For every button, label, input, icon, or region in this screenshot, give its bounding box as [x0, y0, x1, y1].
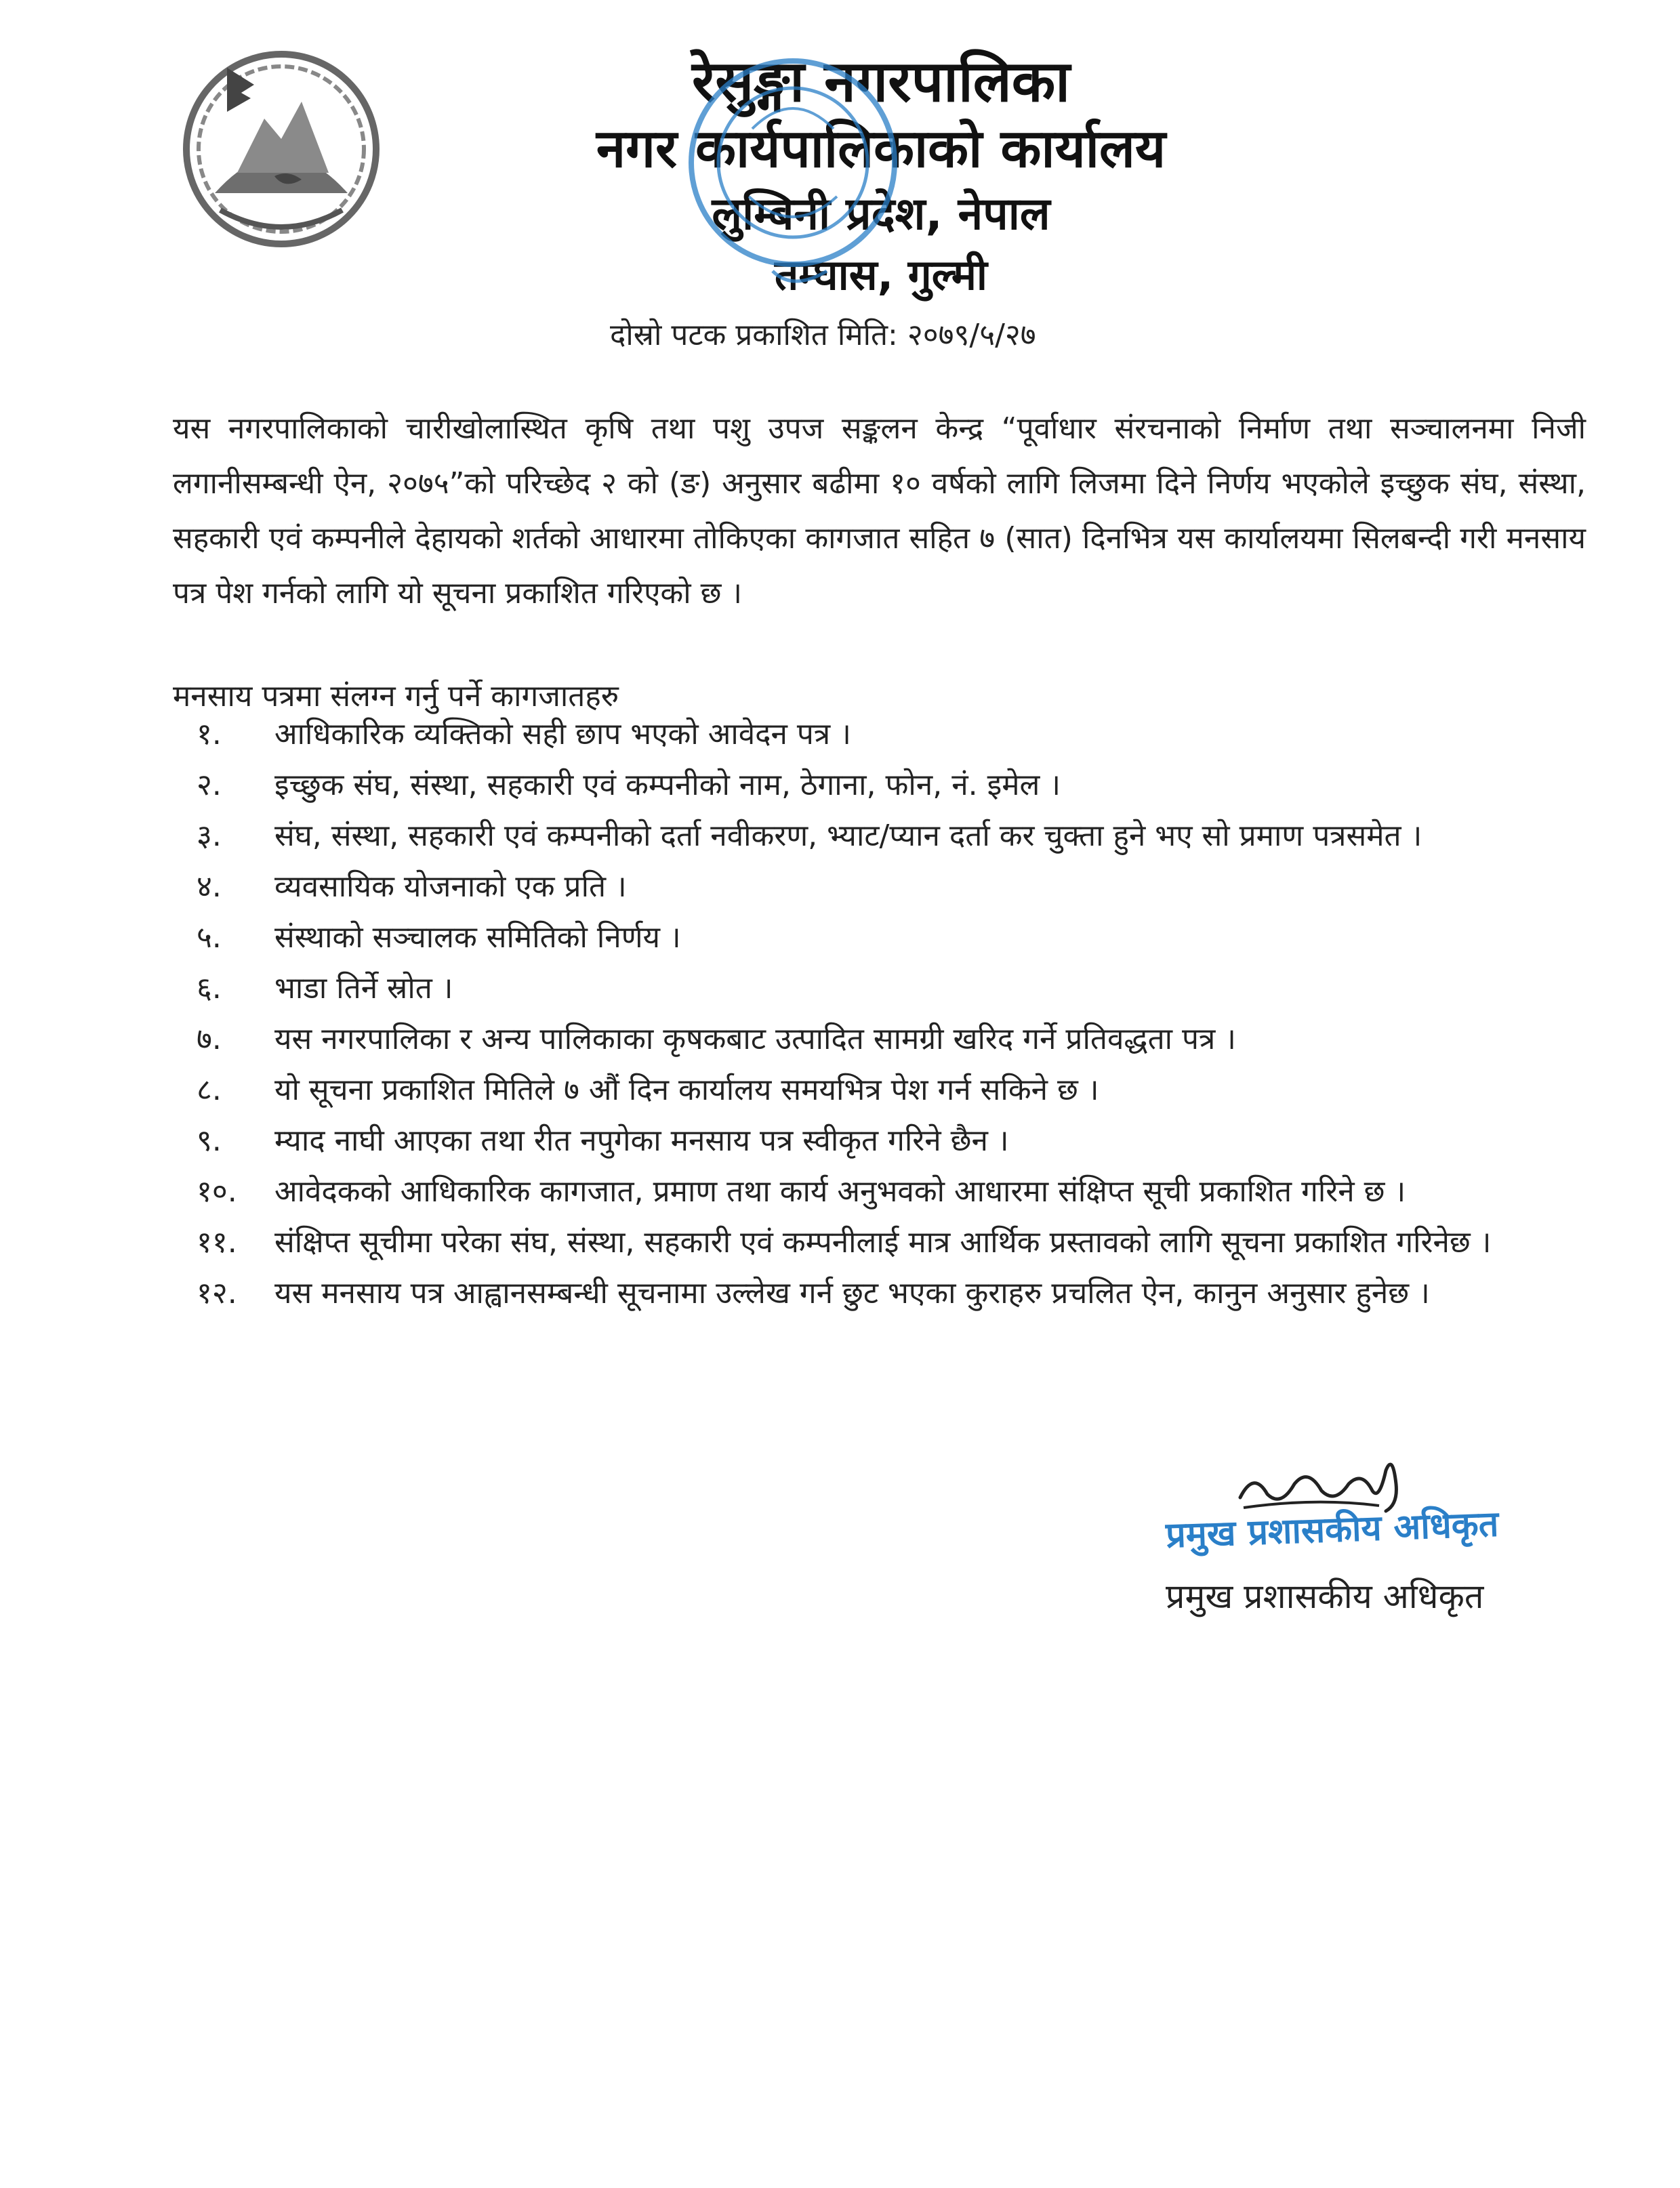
- list-item: [197, 1069, 1559, 1111]
- item-text: भाडा तिर्ने स्रोत ।: [274, 971, 453, 1006]
- list-item: [197, 713, 1559, 756]
- item-text: यो सूचना प्रकाशित मितिले ७ औं दिन कार्यालय समयभित्र पेश गर्न सकिने छ ।: [274, 1073, 1099, 1107]
- list-item: [197, 967, 1559, 1010]
- item-number: ७.: [197, 1022, 222, 1056]
- municipality-name: रेसुङ्गा नगरपालिका: [691, 48, 1071, 115]
- item-number: ४.: [197, 869, 222, 904]
- publication-date: दोस्रो पटक प्रकाशित मिति: २०७९/५/२७: [610, 318, 1036, 352]
- office-location: तम्घास, गुल्मी: [775, 250, 987, 300]
- office-seal-icon: [671, 47, 915, 312]
- list-item: [197, 1170, 1559, 1213]
- item-text: आधिकारिक व्यक्तिको सही छाप भएको आवेदन पत्र ।: [274, 717, 851, 751]
- item-number: ९.: [197, 1123, 222, 1158]
- signatory-title: प्रमुख प्रशासकीय अधिकृत: [1166, 1577, 1484, 1616]
- item-text: यस नगरपालिका र अन्य पालिकाका कृषकबाट उत्पादित सामग्री खरिद गर्ने प्रतिवद्धता पत्र ।: [274, 1022, 1236, 1056]
- item-number: २.: [197, 768, 222, 802]
- requirements-title: मनसाय पत्रमा संलग्न गर्नु पर्ने कागजातहरु: [173, 679, 619, 714]
- item-number: ५.: [197, 920, 222, 955]
- item-number: ८.: [197, 1073, 222, 1107]
- item-number: १.: [197, 717, 222, 751]
- item-number: ३.: [197, 819, 222, 853]
- item-text: आवेदकको आधिकारिक कागजात, प्रमाण तथा कार्य अनुभवको आधारमा संक्षिप्त सूची प्रकाशित गरिने छ ।: [274, 1174, 1406, 1209]
- item-number: १२.: [197, 1276, 237, 1310]
- item-text: संघ, संस्था, सहकारी एवं कम्पनीको दर्ता नवीकरण, भ्याट/प्यान दर्ता कर चुक्ता हुने भए सो प्रमाण पत्रसमेत ।: [274, 819, 1422, 853]
- item-text: इच्छुक संघ, संस्था, सहकारी एवं कम्पनीको नाम, ठेगाना, फोन, नं. इमेल ।: [274, 768, 1061, 802]
- item-number: ११.: [197, 1225, 237, 1260]
- list-item: [197, 916, 1559, 959]
- office-name: नगर कार्यपालिकाको कार्यालय: [596, 119, 1166, 180]
- item-text: यस मनसाय पत्र आह्वानसम्बन्धी सूचनामा उल्लेख गर्न छुट भएका कुराहरु प्रचलित ऐन, कानुन अनुसार हुनेछ ।: [274, 1276, 1430, 1310]
- item-text: संस्थाको सञ्चालक समितिको निर्णय ।: [274, 920, 681, 955]
- list-item: [197, 1221, 1559, 1264]
- list-item: [197, 1119, 1559, 1162]
- intro-paragraph: यस नगरपालिकाको चारीखोलास्थित कृषि तथा पशु उपज सङ्कलन केन्द्र “पूर्वाधार संरचनाको निर्माण तथा सञ्चालनमा निजी लगानीसम्बन्धी ऐन, २०७५”को परिच्छेद २ को (ङ) अनुसार बढीमा १० वर्षको लागि लिजमा दिने निर्णय भएकोले इच्छुक संघ, संस्था, सहकारी एवं कम्पनीले देहायको शर्तको आधारमा तोकिएका कागजात सहित ७ (सात) दिनभित्र यस कार्यालयमा सिलबन्दी गरी मनसाय पत्र पेश गर्नको लागि यो सूचना प्रकाशित गरिएको छ ।: [173, 411, 1586, 611]
- item-text: संक्षिप्त सूचीमा परेका संघ, संस्था, सहकारी एवं कम्पनीलाई मात्र आर्थिक प्रस्तावको लागि सूचना प्रकाशित गरिनेछ ।: [274, 1225, 1492, 1260]
- item-number: १०.: [197, 1174, 237, 1209]
- list-item: [197, 865, 1559, 908]
- signature-stamp: प्रमुख प्रशासकीय अधिकृत: [1165, 1504, 1500, 1556]
- item-text: व्यवसायिक योजनाको एक प्रति ।: [274, 869, 627, 904]
- province-name: लुम्बिनी प्रदेश, नेपाल: [712, 188, 1050, 240]
- requirements-list: [197, 713, 1559, 1323]
- list-item: [197, 764, 1559, 806]
- list-item: [197, 814, 1559, 857]
- item-text: म्याद नाघी आएका तथा रीत नपुगेका मनसाय पत्र स्वीकृत गरिने छैन ।: [274, 1123, 1009, 1158]
- item-number: ६.: [197, 971, 222, 1006]
- list-item: [197, 1272, 1559, 1315]
- list-item: [197, 1018, 1559, 1060]
- nepal-emblem-icon: [173, 37, 390, 254]
